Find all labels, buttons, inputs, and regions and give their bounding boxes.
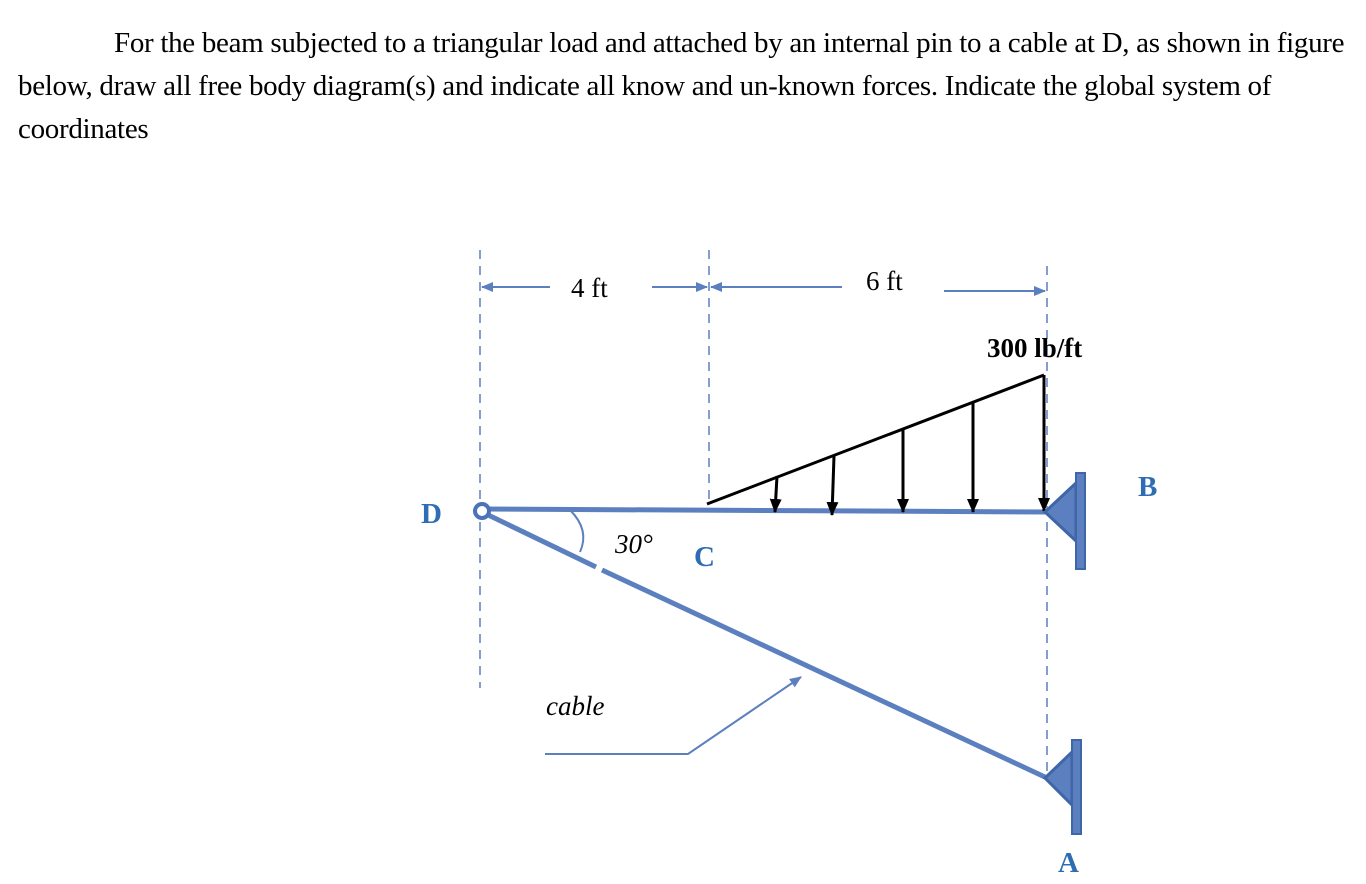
dim-6ft-label: 6 ft	[866, 266, 903, 296]
point-a-label: A	[1058, 847, 1079, 879]
point-c-label: C	[694, 541, 715, 573]
support-a-wall	[1072, 740, 1081, 834]
load-intensity-label: 300 lb/ft	[987, 333, 1083, 363]
support-b-wall	[1076, 473, 1085, 569]
distributed-load	[707, 375, 1044, 515]
dimension-arrows	[482, 287, 1045, 291]
point-b-label: B	[1138, 471, 1158, 503]
cable-lower-segment	[602, 570, 1047, 778]
support-a	[1045, 740, 1081, 834]
load-arrow-2	[832, 456, 834, 515]
pin-d	[475, 504, 489, 518]
support-b	[1045, 473, 1085, 569]
beam	[482, 509, 1047, 512]
load-arrow-1	[775, 476, 777, 512]
problem-text: For the beam subjected to a triangular load and attached by an internal pin to a cable at D, as shown in figure below, draw all free body diagram(s) and indicate all know and un-known forces. Indicate the global system of coordinates	[18, 27, 1345, 145]
support-a-triangle	[1045, 752, 1072, 805]
dim-4ft-label: 4 ft	[571, 273, 608, 303]
cable	[482, 512, 1047, 778]
support-b-triangle	[1045, 483, 1076, 541]
load-envelope	[707, 375, 1044, 504]
cable-label: cable	[546, 691, 605, 721]
angle-label: 30°	[615, 529, 653, 559]
point-d-label: D	[421, 498, 442, 530]
angle-arc	[570, 510, 583, 552]
